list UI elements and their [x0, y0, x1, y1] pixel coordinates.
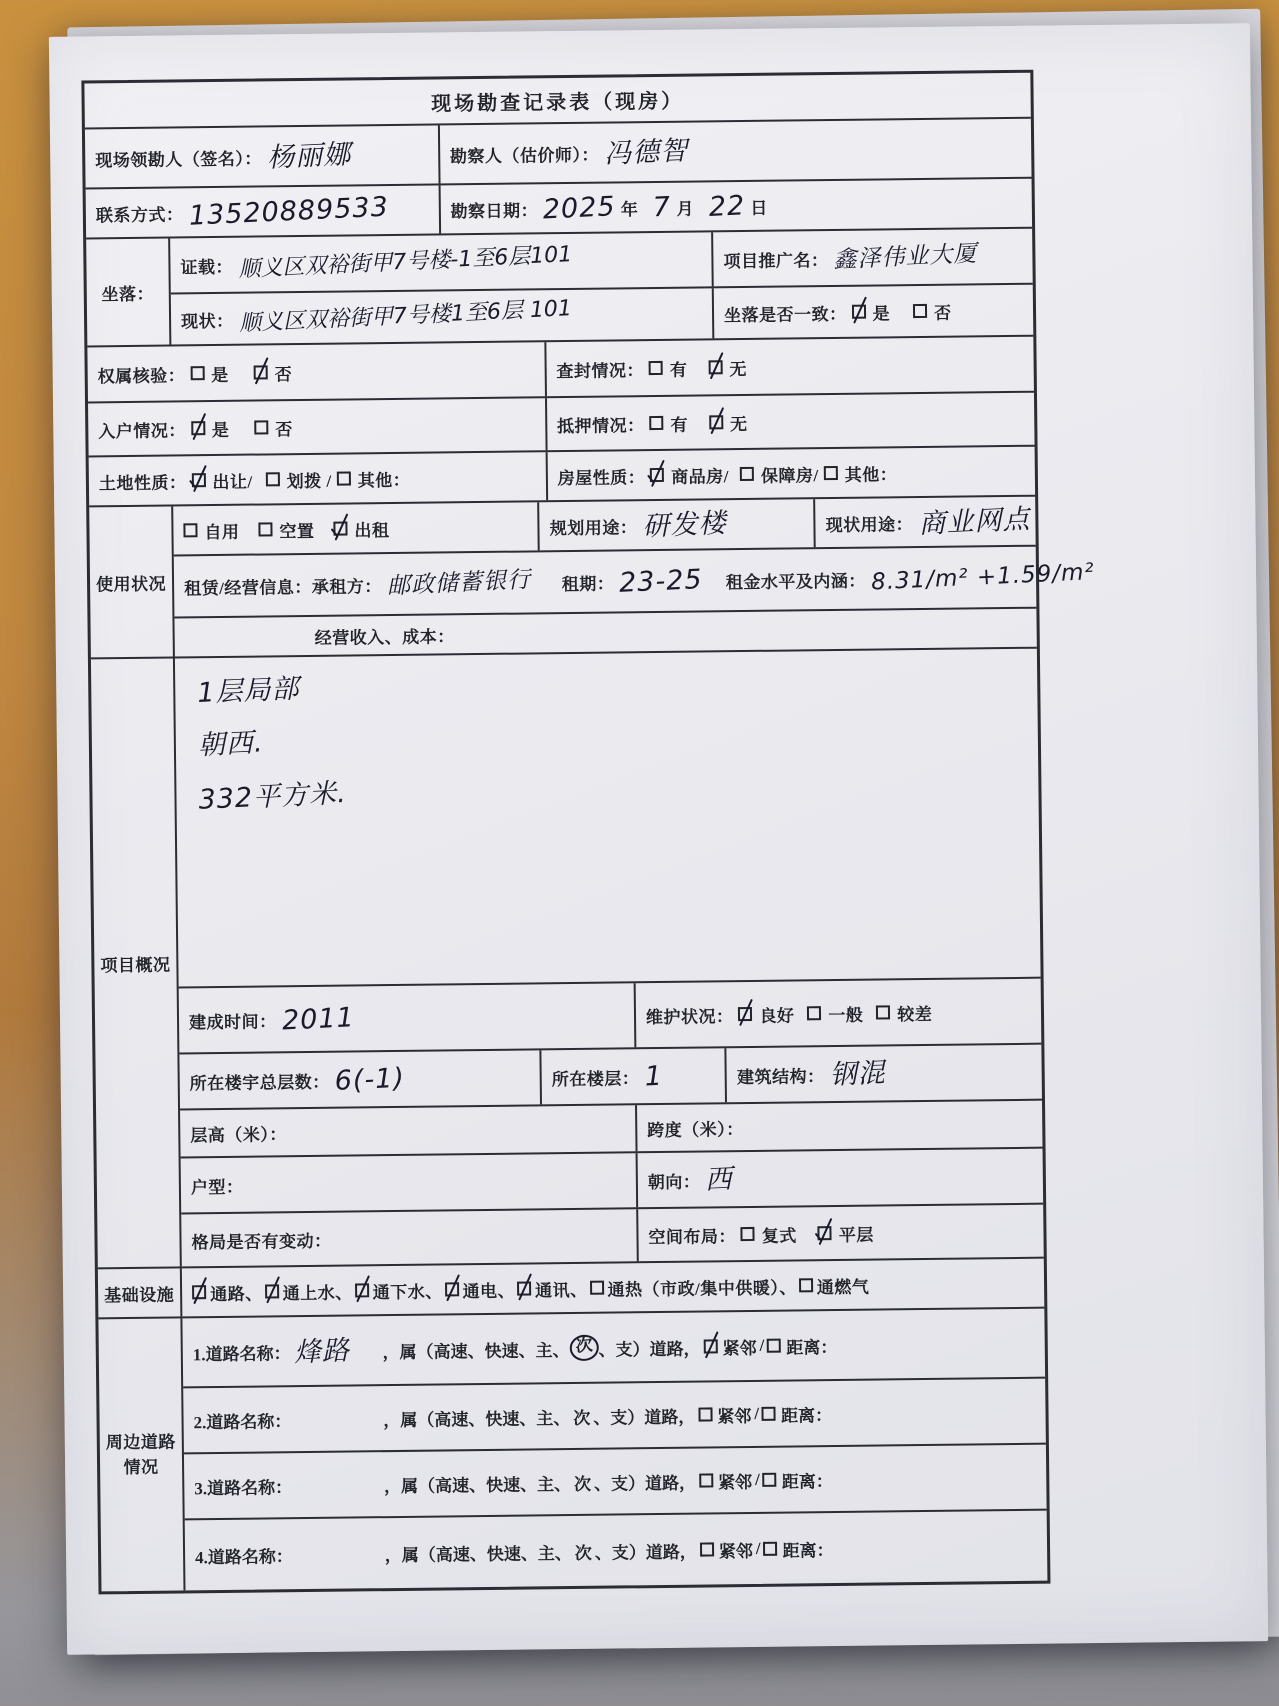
road-4-name: [296, 1552, 382, 1556]
entry-label: 入户情况：: [98, 420, 186, 441]
road-2-adjacent-checkbox: [698, 1407, 712, 1421]
cert-address-cell: [170, 232, 714, 292]
location-section-head: 坐落：: [86, 239, 171, 346]
promo-name-cell: [713, 229, 1033, 287]
project-note-line1: 1层局部: [196, 673, 301, 709]
current-address-value: 顺义区双裕街甲7号楼1至6层 101: [238, 296, 572, 337]
project-section-head: 项目概况: [91, 658, 182, 1267]
planned-use-label: 规划用途：: [549, 517, 638, 538]
land-grant-checkbox: [191, 473, 205, 487]
road-row-2: 2.道路名称： ，属（高速、快速、主、 次 、支）道路， 紧邻 / 距离：: [193, 1403, 833, 1432]
heating-checkbox: [590, 1281, 604, 1295]
road-access-checkbox: [192, 1285, 206, 1299]
unit-type-label: 户型：: [190, 1177, 244, 1197]
span-cell: [637, 1101, 1043, 1152]
contact-label: 联系方式：: [95, 204, 184, 225]
total-floors-cell: [179, 1050, 542, 1108]
seizure-yes-checkbox: [649, 361, 663, 375]
layout-change-label: 格局是否有变动：: [191, 1231, 332, 1252]
total-floors-value: 6(-1): [334, 1062, 406, 1097]
consistent-no-checkbox: [913, 304, 927, 318]
maint-poor-checkbox: [876, 1005, 890, 1019]
road-1-adjacent-checkbox: [703, 1339, 717, 1353]
contact-value: 13520889533: [187, 191, 389, 232]
ownership-yes-checkbox: [190, 366, 204, 380]
house-other-checkbox: [824, 466, 838, 480]
layout-change-cell: [181, 1209, 638, 1266]
usage-section-head: 使用状况: [89, 506, 175, 657]
road-row-3: 3.道路名称： ，属（高速、快速、主、 次 、支）道路， 紧邻 / 距离：: [194, 1469, 833, 1498]
mortgage-label: 抵押情况：: [556, 415, 645, 436]
storey-height-cell: [180, 1105, 637, 1156]
survey-date-month: 7: [652, 191, 673, 223]
occupancy-cell: 自用 空置 出租: [173, 502, 540, 554]
contact-cell: [86, 185, 441, 237]
current-use-cell: [815, 497, 1035, 547]
seizure-no-checkbox: [708, 360, 722, 374]
electricity-checkbox: [445, 1282, 459, 1296]
maint-good-checkbox: [738, 1007, 752, 1021]
roads-section-head: 周边道路情况: [98, 1318, 185, 1591]
house-nature-label: 房屋性质：: [557, 467, 646, 488]
facing-cell: [637, 1149, 1043, 1208]
survey-date-label: 勘察日期：: [450, 200, 539, 221]
built-year-cell: [179, 983, 637, 1052]
infra-items-cell: 通路、 通上水、 通下水、 通电、 通讯、 通热（市政/集中供暖）、 通燃气: [182, 1259, 1044, 1317]
form-title: 现场勘查记录表（现房）: [431, 90, 685, 116]
water-supply-checkbox: [265, 1284, 279, 1298]
telecom-checkbox: [517, 1281, 531, 1295]
consistent-no-label: 否: [933, 303, 952, 323]
road-3-distance-checkbox: [763, 1473, 777, 1487]
consistent-yes-checkbox: [851, 305, 865, 319]
project-notes-cell: [175, 649, 1041, 987]
commodity-house-checkbox: [650, 468, 664, 482]
consistent-yes-label: 是: [872, 303, 891, 324]
entry-no-checkbox: [254, 420, 268, 434]
total-floors-label: 所在楼宇总层数：: [189, 1072, 330, 1093]
appraiser-cell: [440, 119, 1032, 184]
survey-date-day: 22: [708, 189, 747, 223]
appraiser-label: 勘察人（估价师）：: [449, 145, 600, 166]
lead-surveyor-signature: 杨丽娜: [266, 138, 352, 174]
rent-level-value: 8.31/m² +1.59/m²: [870, 558, 1095, 595]
self-use-checkbox: [183, 523, 197, 537]
duplex-checkbox: [741, 1227, 755, 1241]
floor-value: 1: [643, 1060, 664, 1092]
drainage-checkbox: [355, 1283, 369, 1297]
survey-date-year: 2025: [542, 190, 617, 226]
day-unit: 日: [750, 198, 768, 218]
infra-section-head: 基础设施: [98, 1268, 183, 1317]
survey-date-cell: [440, 179, 1032, 234]
income-cost-label: 经营收入、成本：: [314, 626, 455, 648]
planned-use-cell: [540, 499, 816, 550]
location-consistent-label: 坐落是否一致：: [724, 304, 847, 325]
cert-address-label: 证载：: [180, 257, 234, 277]
gas-checkbox: [799, 1278, 813, 1292]
entry-yes-checkbox: [191, 421, 205, 435]
project-note-line3: 332平方米.: [197, 777, 348, 816]
built-year-value: 2011: [280, 1001, 355, 1037]
appraiser-signature: 冯德智: [603, 134, 689, 170]
entry-cell: 入户情况： 是 否: [88, 398, 547, 455]
land-other-checkbox: [337, 471, 351, 485]
paper-sheet: [49, 23, 1268, 1655]
seizure-label: 查封情况：: [556, 360, 645, 381]
land-nature-label: 土地性质：: [98, 472, 187, 493]
road-4-adjacent-checkbox: [700, 1542, 714, 1556]
lead-surveyor-label: 现场领勘人（签名）：: [95, 148, 262, 170]
facing-value: 西: [704, 1163, 734, 1196]
floor-cell: [541, 1048, 727, 1104]
promo-name-value: 鑫泽伟业大厦: [832, 240, 978, 273]
road-row-1: 1.道路名称： 烽路 ，属（高速、快速、主、 次 、支）道路， 紧邻 / 距离：: [192, 1334, 838, 1369]
house-nature-cell: 房屋性质： 商品房/ 保障房/ 其他：: [547, 447, 1035, 501]
lease-term-label: 租期：: [561, 573, 615, 594]
ownership-verify-label: 权属核验：: [97, 365, 186, 386]
rent-level-label: 租金水平及内涵：: [725, 571, 866, 592]
flat-checkbox: [818, 1226, 832, 1240]
road-1-distance-checkbox: [767, 1339, 781, 1353]
ownership-no-checkbox: [254, 365, 268, 379]
land-nature-cell: 土地性质： 出让/ 划拨 / 其他：: [89, 452, 548, 505]
space-layout-label: 空间布局：: [648, 1226, 736, 1247]
current-use-label: 现状用途：: [825, 514, 914, 535]
maintenance-cell: 维护状况： 良好 一般 较差: [635, 979, 1041, 1048]
facing-label: 朝向：: [647, 1172, 701, 1192]
road-2-name: [294, 1417, 380, 1421]
road-1-name: 烽路: [292, 1334, 351, 1369]
road-3-name: [295, 1483, 381, 1487]
floor-label: 所在楼层：: [551, 1068, 640, 1089]
lead-surveyor-cell: [85, 125, 440, 187]
storey-height-label: 层高（米）：: [190, 1124, 287, 1145]
mortgage-cell: 抵押情况： 有 无: [547, 393, 1035, 451]
maint-avg-checkbox: [807, 1006, 821, 1020]
survey-form: [81, 70, 1095, 1595]
year-unit: 年: [620, 199, 639, 219]
maintenance-label: 维护状况：: [645, 1006, 734, 1027]
road-3-adjacent-checkbox: [699, 1473, 713, 1487]
structure-label: 建筑结构：: [736, 1066, 825, 1087]
project-note-line2: 朝西.: [197, 727, 265, 762]
road-2-distance-checkbox: [762, 1407, 776, 1421]
seizure-cell: 查封情况： 有 无: [546, 337, 1034, 397]
road-4-distance-checkbox: [763, 1542, 777, 1556]
lease-tenant-value: 邮政储蓄银行: [386, 566, 532, 600]
structure-value: 钢混: [828, 1056, 887, 1091]
lease-tenant-label: 租赁/经营信息：承租方：: [184, 576, 382, 598]
planned-use-value: 研发楼: [641, 507, 727, 543]
ownership-verify-cell: 权属核验： 是 否: [87, 342, 546, 401]
month-unit: 月: [676, 199, 695, 219]
road-1-class-circled: 次: [568, 1334, 599, 1362]
land-allocate-checkbox: [266, 472, 280, 486]
location-consistent-cell: [714, 285, 1033, 339]
structure-cell: [727, 1045, 1042, 1103]
mortgage-no-checkbox: [709, 415, 723, 429]
affordable-house-checkbox: [740, 467, 754, 481]
current-use-value: 商业网点: [917, 503, 1031, 540]
vacant-checkbox: [258, 522, 272, 536]
span-label: 跨度（米）：: [647, 1119, 744, 1140]
rented-checkbox: [333, 522, 347, 536]
cert-address-value: 顺义区双裕街甲7号楼-1至6层101: [237, 242, 573, 283]
promo-name-label: 项目推广名：: [723, 250, 829, 271]
built-year-label: 建成时间：: [188, 1011, 277, 1032]
current-address-cell: [171, 288, 715, 344]
mortgage-yes-checkbox: [649, 416, 663, 430]
lease-info-cell: [174, 547, 1095, 617]
current-address-label: 现状：: [180, 311, 234, 331]
space-layout-cell: 空间布局： 复式 平层: [638, 1205, 1044, 1262]
road-row-4: 4.道路名称： ，属（高速、快速、主、 次 、支）道路， 紧邻 / 距离：: [195, 1538, 834, 1567]
unit-type-cell: [181, 1153, 638, 1212]
lease-term-value: 23-25: [618, 563, 704, 599]
